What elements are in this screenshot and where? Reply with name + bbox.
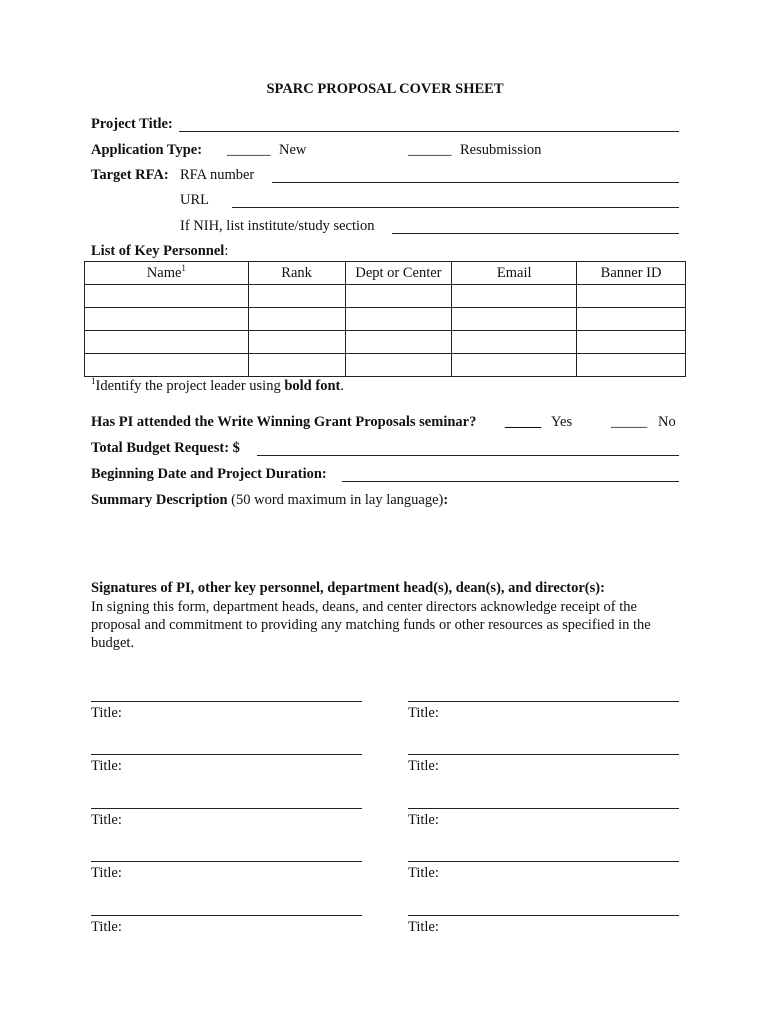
table-row	[85, 354, 686, 377]
rank-cell[interactable]	[248, 285, 345, 308]
key-personnel-label: List of Key Personnel	[91, 243, 225, 259]
rank-cell[interactable]	[248, 308, 345, 331]
duration-label: Beginning Date and Project Duration:	[91, 466, 327, 482]
signature-line[interactable]	[91, 915, 362, 916]
banner-id-cell[interactable]	[577, 331, 686, 354]
title-label: Title:	[408, 812, 439, 828]
project-title-field[interactable]	[179, 131, 679, 132]
rank-cell[interactable]	[248, 331, 345, 354]
application-type-label: Application Type:	[91, 142, 203, 158]
title-label: Title:	[408, 919, 439, 935]
dept-cell[interactable]	[345, 354, 452, 377]
signature-line[interactable]	[91, 861, 362, 862]
banner-id-cell[interactable]	[577, 308, 686, 331]
column-header-dept: Dept or Center	[345, 262, 452, 285]
table-row	[85, 308, 686, 331]
seminar-no-blank[interactable]: _____	[611, 414, 648, 430]
page-title: SPARC PROPOSAL COVER SHEET	[266, 81, 504, 97]
email-cell[interactable]	[452, 285, 577, 308]
name-cell[interactable]	[85, 308, 249, 331]
title-label: Title:	[91, 758, 122, 774]
nih-label: If NIH, list institute/study section	[180, 218, 375, 234]
footnote-text: Identify the project leader using	[95, 378, 285, 394]
table-row	[85, 285, 686, 308]
footnote	[91, 378, 344, 395]
dept-cell[interactable]	[345, 331, 452, 354]
target-rfa-label: Target RFA:	[91, 167, 169, 183]
budget-label: Total Budget Request: $	[91, 440, 240, 456]
application-type-new-label: New	[279, 142, 307, 158]
column-header-name: Name$^1$	[85, 262, 249, 285]
duration-field[interactable]	[342, 481, 679, 482]
column-header-email: Email	[452, 262, 577, 285]
title-label: Title:	[408, 758, 439, 774]
rank-cell[interactable]	[248, 354, 345, 377]
seminar-yes-blank[interactable]: _____	[505, 414, 542, 430]
rfa-number-label: RFA number	[180, 167, 255, 183]
summary-label-line	[91, 492, 448, 509]
dept-cell[interactable]	[345, 308, 452, 331]
signature-line[interactable]	[408, 701, 679, 702]
signature-line[interactable]	[408, 754, 679, 755]
email-cell[interactable]	[452, 331, 577, 354]
key-personnel-table	[84, 261, 686, 377]
footnote-mark: 1	[91, 376, 96, 386]
column-header-banner-id: Banner ID	[577, 262, 686, 285]
signatures-text: In signing this form, department heads, deans, and center directors acknowledge receipt of the proposal and commitment to providing any matching funds or other resources as specified in the budget.	[91, 599, 651, 651]
signature-line[interactable]	[91, 701, 362, 702]
title-label: Title:	[408, 865, 439, 881]
title-label: Title:	[91, 865, 122, 881]
url-field[interactable]	[232, 207, 679, 208]
key-personnel-heading	[91, 243, 228, 260]
table-row	[85, 331, 686, 354]
title-label: Title:	[91, 812, 122, 828]
title-label: Title:	[91, 919, 122, 935]
title-label: Title:	[91, 705, 122, 721]
rfa-number-field[interactable]	[272, 182, 679, 183]
table-header-row	[85, 262, 686, 285]
seminar-yes-label: Yes	[551, 414, 573, 430]
summary-colon: :	[443, 492, 449, 508]
project-title-label: Project Title:	[91, 116, 173, 132]
signature-line[interactable]	[91, 754, 362, 755]
summary-note: (50 word maximum in lay language)	[227, 492, 444, 508]
footnote-bold: bold font	[284, 378, 341, 394]
footnote-end: .	[340, 378, 344, 394]
email-cell[interactable]	[452, 354, 577, 377]
signature-line[interactable]	[408, 808, 679, 809]
signatures-heading: Signatures of PI, other key personnel, department head(s), dean(s), and director(s):	[91, 580, 605, 596]
nih-field[interactable]	[392, 233, 679, 234]
banner-id-cell[interactable]	[577, 354, 686, 377]
url-label: URL	[180, 192, 209, 208]
application-type-resubmission-label: Resubmission	[460, 142, 542, 158]
application-type-new-blank[interactable]: ______	[227, 142, 271, 158]
budget-field[interactable]	[257, 455, 679, 456]
seminar-question: Has PI attended the Write Winning Grant Proposals seminar?	[91, 414, 477, 430]
email-cell[interactable]	[452, 308, 577, 331]
application-type-resubmission-blank[interactable]: ______	[408, 142, 452, 158]
banner-id-cell[interactable]	[577, 285, 686, 308]
name-cell[interactable]	[85, 331, 249, 354]
key-personnel-colon: :	[224, 243, 229, 259]
name-cell[interactable]	[85, 354, 249, 377]
signature-line[interactable]	[91, 808, 362, 809]
dept-cell[interactable]	[345, 285, 452, 308]
name-cell[interactable]	[85, 285, 249, 308]
summary-label: Summary Description	[91, 492, 228, 508]
signature-line[interactable]	[408, 861, 679, 862]
seminar-no-label: No	[658, 414, 676, 430]
column-header-rank: Rank	[248, 262, 345, 285]
title-label: Title:	[408, 705, 439, 721]
footnote-marker: 1	[181, 262, 186, 273]
signature-line[interactable]	[408, 915, 679, 916]
